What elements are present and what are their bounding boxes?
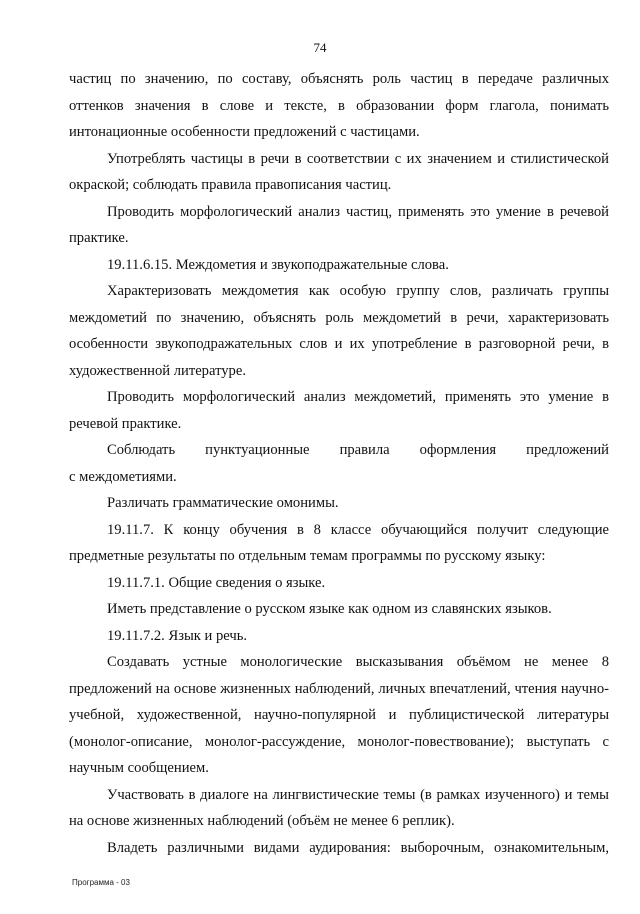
paragraph: частиц по значению, по составу, объяснять роль частиц в передаче различных оттенков значения в слове и тексте, в образовании форм глагола, понимать интонационные особенности предложений с частицами. xyxy=(69,71,609,140)
paragraph: Участвовать в диалоге на лингвистические темы (в рамках изученного) и темы на основе жизненных наблюдений (объём не менее 6 реплик). xyxy=(69,786,609,829)
page-body xyxy=(69,66,609,861)
section-heading: 19.11.7.1. Общие сведения о языке. xyxy=(107,574,326,591)
paragraph: Проводить морфологический анализ частиц, применять это умение в речевой практике. xyxy=(69,203,609,246)
footer-label: Программа - 03 xyxy=(72,878,130,887)
paragraph: Употреблять частицы в речи в соответствии с их значением и стилистической окраской; соблюдать правила правописания частиц. xyxy=(69,150,609,193)
paragraph: Различать грамматические омонимы. xyxy=(107,495,339,511)
paragraph: Проводить морфологический анализ междометий, применять это умение в речевой практике. xyxy=(69,389,609,432)
page-number: 74 xyxy=(313,40,327,55)
paragraph: Иметь представление о русском языке как одном из славянских языков. xyxy=(107,601,552,617)
paragraph: Создавать устные монологические высказывания объёмом не менее 8 предложений на основе жизненных наблюдений, личных впечатлений, чтения научно-учебной, художественной, научно-популярной и публицистической литературы (монолог-описание, монолог-рассуждение, монолог-повествование); выступать с научным сообщением. xyxy=(69,654,609,776)
paragraph: Характеризовать междометия как особую группу слов, различать группы междометий по значению, объяснять роль междометий в речи, характеризовать особенности звукоподражательных слов и их употребление в разговорной речи, в художественной литературе. xyxy=(69,283,609,379)
paragraph-continuation: с междометиями. xyxy=(69,468,177,485)
section-heading: 19.11.6.15. Междометия и звукоподражательные слова. xyxy=(107,256,449,273)
paragraph: Соблюдать пунктуационные правила оформления предложений xyxy=(107,442,609,458)
section-heading: 19.11.7.2. Язык и речь. xyxy=(107,627,248,644)
section-heading: 19.11.7. К концу обучения в 8 классе обучающийся получит следующие предметные результаты по отдельным темам программы по русскому языку: xyxy=(69,521,609,564)
paragraph: Владеть различными видами аудирования: выборочным, ознакомительным, xyxy=(107,839,609,856)
